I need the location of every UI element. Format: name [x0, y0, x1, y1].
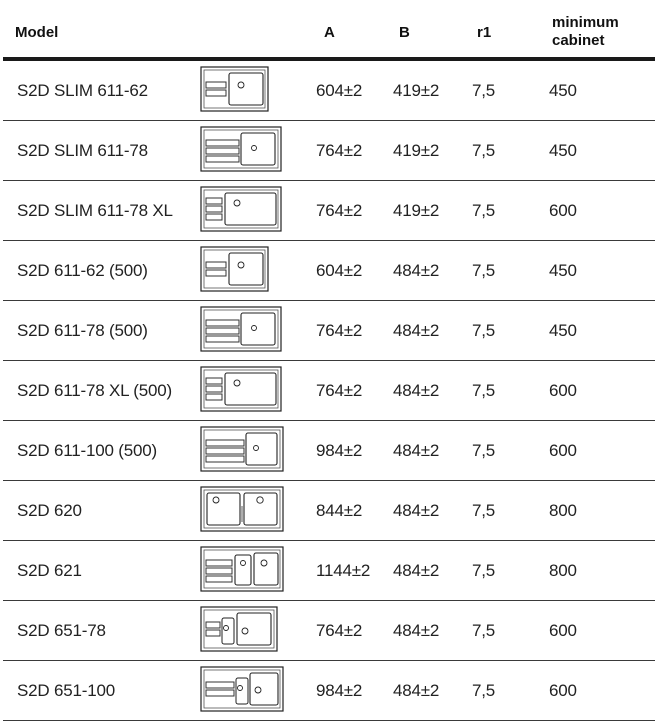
minimum-cabinet-cell: 450 — [549, 261, 577, 280]
dimension-b-cell: 484±2 — [393, 261, 440, 280]
table-body — [3, 61, 655, 721]
model-cell: S2D 651-78 — [17, 621, 106, 640]
table-row — [3, 361, 655, 421]
table-row — [3, 541, 655, 601]
dimension-a-cell: 1144±2 — [316, 561, 371, 580]
minimum-cabinet-cell: 600 — [549, 621, 577, 640]
radius-r1-cell: 7,5 — [472, 681, 496, 700]
table-row — [3, 421, 655, 481]
header-model: Model — [15, 24, 59, 41]
model-cell: S2D 651-100 — [17, 681, 115, 700]
dimension-a-cell: 984±2 — [316, 441, 363, 460]
model-cell: S2D 611-100 (500) — [17, 441, 157, 460]
sink-drainer-xl-icon — [198, 186, 286, 234]
header-minimum-line2: cabinet — [552, 32, 605, 49]
dimension-b-cell: 419±2 — [393, 141, 440, 160]
sink-drainer-long-icon — [198, 306, 286, 354]
double-bowl-sink-icon — [198, 486, 286, 534]
model-cell: S2D 621 — [17, 561, 82, 580]
model-cell: S2D 611-78 XL (500) — [17, 381, 172, 400]
model-cell: S2D SLIM 611-78 — [17, 141, 148, 160]
dimension-a-cell: 604±2 — [316, 261, 363, 280]
sink-spec-table — [3, 0, 655, 721]
dimension-a-cell: 604±2 — [316, 81, 363, 100]
table-row — [3, 61, 655, 121]
sink-bowl-half-bowl-long-drainer-icon — [198, 666, 286, 714]
table-row — [3, 121, 655, 181]
radius-r1-cell: 7,5 — [472, 381, 496, 400]
radius-r1-cell: 7,5 — [472, 621, 496, 640]
table-header — [3, 0, 655, 61]
dimension-b-cell: 484±2 — [393, 321, 440, 340]
model-cell: S2D SLIM 611-62 — [17, 81, 148, 100]
sink-drainer-extra-long-icon — [198, 426, 286, 474]
table-row — [3, 241, 655, 301]
header-minimum-line1: minimum — [552, 14, 619, 31]
model-cell: S2D SLIM 611-78 XL — [17, 201, 173, 220]
header-minimum-cabinet — [552, 14, 619, 50]
table-row — [3, 481, 655, 541]
minimum-cabinet-cell: 600 — [549, 441, 577, 460]
radius-r1-cell: 7,5 — [472, 321, 496, 340]
minimum-cabinet-cell: 600 — [549, 201, 577, 220]
radius-r1-cell: 7,5 — [472, 261, 496, 280]
sink-drainer-xl-icon — [198, 366, 286, 414]
radius-r1-cell: 7,5 — [472, 141, 496, 160]
radius-r1-cell: 7,5 — [472, 441, 496, 460]
header-a: A — [324, 24, 335, 41]
minimum-cabinet-cell: 450 — [549, 81, 577, 100]
dimension-b-cell: 484±2 — [393, 501, 440, 520]
minimum-cabinet-cell: 600 — [549, 681, 577, 700]
table-row — [3, 181, 655, 241]
dimension-b-cell: 419±2 — [393, 81, 440, 100]
radius-r1-cell: 7,5 — [472, 201, 496, 220]
minimum-cabinet-cell: 800 — [549, 561, 577, 580]
table-row — [3, 301, 655, 361]
radius-r1-cell: 7,5 — [472, 561, 496, 580]
dimension-a-cell: 764±2 — [316, 201, 363, 220]
header-b: B — [399, 24, 410, 41]
dimension-a-cell: 984±2 — [316, 681, 363, 700]
dimension-b-cell: 484±2 — [393, 681, 440, 700]
minimum-cabinet-cell: 600 — [549, 381, 577, 400]
minimum-cabinet-cell: 800 — [549, 501, 577, 520]
sink-bowl-half-bowl-drainer-icon — [198, 606, 286, 654]
minimum-cabinet-cell: 450 — [549, 321, 577, 340]
radius-r1-cell: 7,5 — [472, 501, 496, 520]
model-cell: S2D 611-62 (500) — [17, 261, 148, 280]
dimension-a-cell: 764±2 — [316, 141, 363, 160]
header-r1: r1 — [477, 24, 492, 41]
dimension-b-cell: 484±2 — [393, 621, 440, 640]
sink-drainer-small-icon — [198, 66, 286, 114]
table-row — [3, 661, 655, 721]
model-cell: S2D 611-78 (500) — [17, 321, 148, 340]
table-row — [3, 601, 655, 661]
sink-bowl-half-drainer-icon — [198, 546, 286, 594]
sink-drainer-long-icon — [198, 126, 286, 174]
dimension-b-cell: 484±2 — [393, 381, 440, 400]
dimension-a-cell: 764±2 — [316, 321, 363, 340]
dimension-a-cell: 764±2 — [316, 621, 363, 640]
dimension-b-cell: 484±2 — [393, 561, 440, 580]
sink-drainer-small-icon — [198, 246, 286, 294]
dimension-b-cell: 484±2 — [393, 441, 440, 460]
dimension-a-cell: 844±2 — [316, 501, 363, 520]
model-cell: S2D 620 — [17, 501, 82, 520]
dimension-b-cell: 419±2 — [393, 201, 440, 220]
dimension-a-cell: 764±2 — [316, 381, 363, 400]
radius-r1-cell: 7,5 — [472, 81, 496, 100]
minimum-cabinet-cell: 450 — [549, 141, 577, 160]
